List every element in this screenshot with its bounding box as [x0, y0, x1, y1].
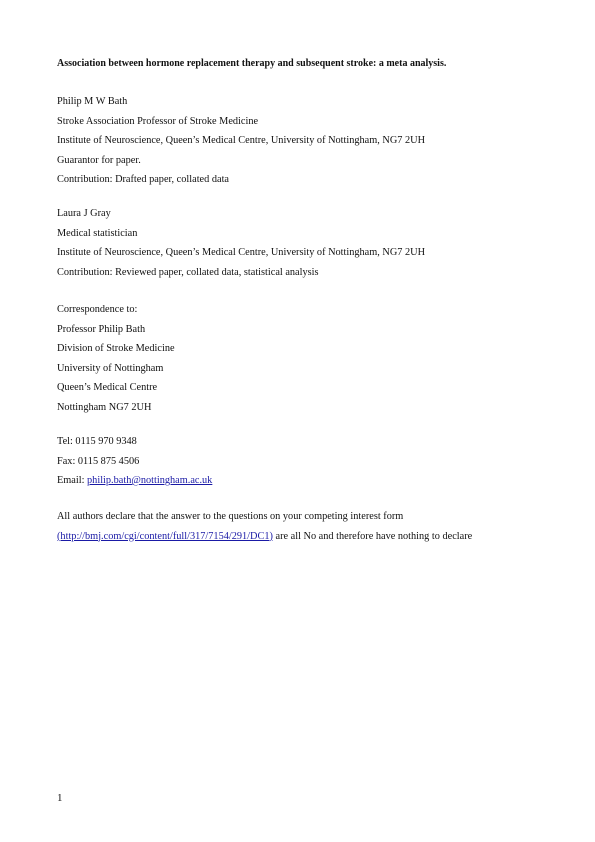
correspondence-block [57, 300, 557, 417]
contact-block [57, 432, 557, 491]
author1-contribution: Contribution: Drafted paper, collated data [57, 174, 230, 185]
correspondence-line: Queen’s Medical Centre [57, 382, 158, 393]
author2-institution: Institute of Neuroscience, Queen’s Medical Centre, University of Nottingham, NG7 2UH [57, 247, 426, 258]
author2-name: Laura J Gray [57, 208, 111, 219]
competing-interest-rest: are all No and therefore have nothing to declare [272, 530, 473, 542]
paper-title: Association between hormone replacement therapy and subsequent stroke: a meta analysis. [57, 58, 447, 69]
author2-role: Medical statistician [57, 227, 138, 239]
author2-block [57, 204, 557, 282]
author1-role: Stroke Association Professor of Stroke Medicine [57, 115, 259, 127]
correspondence-line: Division of Stroke Medicine [57, 343, 175, 354]
correspondence-line: Nottingham NG7 2UH [57, 401, 152, 413]
email-link[interactable]: philip.bath@nottingham.ac.uk [87, 475, 213, 486]
competing-interest-line2 [57, 527, 557, 547]
email-line [57, 471, 557, 491]
correspondence-heading: Correspondence to: [57, 304, 138, 315]
competing-interest-link[interactable]: (http://bmj.com/cgi/content/full/317/7154/291/DC1) [57, 530, 273, 542]
author1-note: Guarantor for paper. [57, 154, 141, 166]
author1-block [57, 92, 557, 190]
competing-interest-line1: All authors declare that the answer to the questions on your competing interest form [57, 511, 404, 522]
fax-line: Fax: 0115 875 4506 [57, 455, 140, 467]
author2-contribution: Contribution: Reviewed paper, collated data, statistical analysis [57, 266, 319, 278]
correspondence-line: Professor Philip Bath [57, 323, 146, 335]
competing-interest-block [57, 507, 557, 546]
author1-institution: Institute of Neuroscience, Queen’s Medical Centre, University of Nottingham, NG7 2UH [57, 135, 426, 146]
correspondence-line: University of Nottingham [57, 362, 164, 374]
page-number: 1 [57, 792, 63, 804]
tel-line: Tel: 0115 970 9348 [57, 436, 137, 447]
email-label: Email: [57, 475, 88, 486]
author1-name: Philip M W Bath [57, 96, 128, 107]
